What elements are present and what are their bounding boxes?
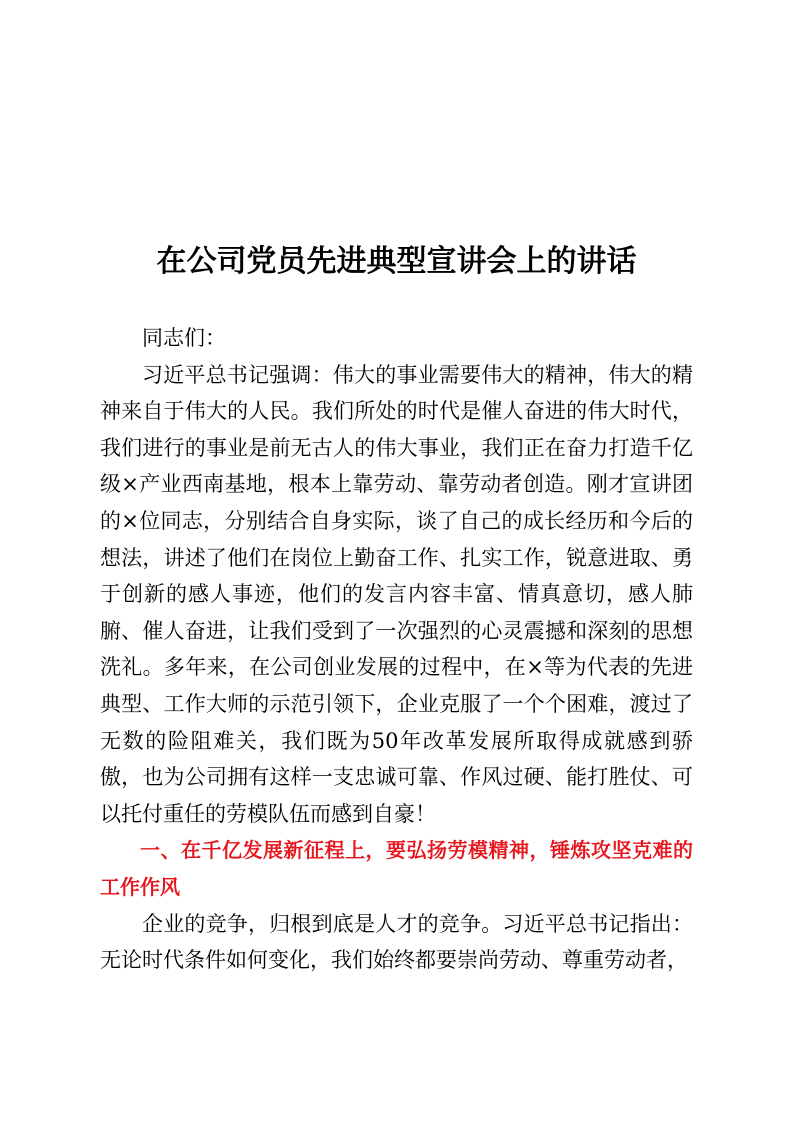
- salutation: 同志们：: [142, 326, 226, 350]
- document-body: [100, 320, 693, 979]
- section-heading: 一、在千亿发展新征程上，要弘扬劳模精神，锤炼攻坚克难的工作作风: [100, 838, 693, 899]
- body-paragraph: 企业的竞争，归根到底是人才的竞争。习近平总书记指出：无论时代条件如何变化，我们始终都要崇尚劳动、尊重劳动者，: [100, 911, 693, 973]
- document-title: 在公司党员先进典型宣讲会上的讲话: [156, 244, 637, 279]
- body-paragraph: 习近平总书记强调：伟大的事业需要伟大的精神，伟大的精神来自于伟大的人民。我们所处的时代是催人奋进的伟大时代，我们进行的事业是前无古人的伟大事业，我们正在奋力打造千亿级×产业西南基地，根本上靠劳动、靠劳动者创造。刚才宣讲团的×位同志，分别结合自身实际，谈了自己的成长经历和今后的想法，讲述了他们在岗位上勤奋工作、扎实工作，锐意进取、勇于创新的感人事迹，他们的发言内容丰富、情真意切，感人肺腑、催人奋进，让我们受到了一次强烈的心灵震撼和深刻的思想洗礼。多年来，在公司创业发展的过程中，在×等为代表的先进典型、工作大师的示范引领下，企业克服了一个个困难，渡过了无数的险阻难关，我们既为50年改革发展所取得成就感到骄傲，也为公司拥有这样一支忠诚可靠、作风过硬、能打胜仗、可以托付重任的劳模队伍而感到自豪！: [100, 362, 693, 826]
